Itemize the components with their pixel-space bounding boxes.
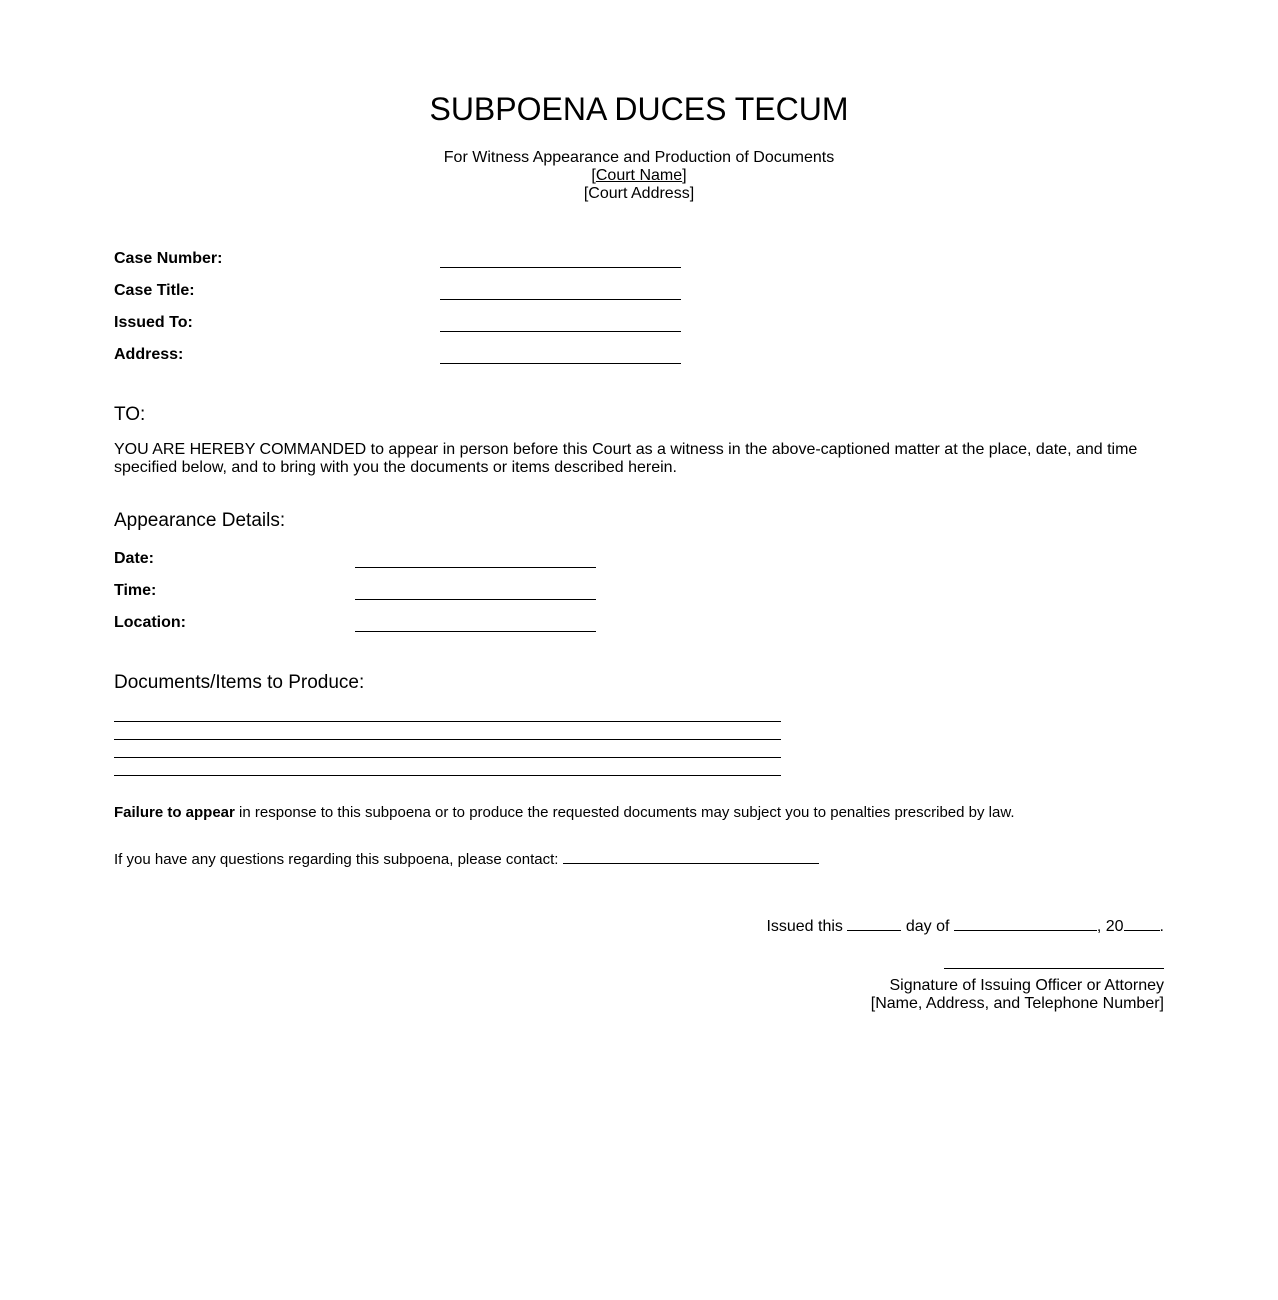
appearance-heading: Appearance Details: (114, 510, 286, 531)
documents-line[interactable] (114, 721, 781, 722)
court-name-text: Court Name (595, 167, 683, 184)
issued-day-blank[interactable] (847, 916, 901, 931)
document-subtitle: For Witness Appearance and Production of Documents (443, 149, 835, 166)
case-number-blank[interactable] (440, 267, 681, 268)
case-title-label: Case Title: (114, 282, 195, 299)
location-label: Location: (114, 614, 186, 631)
time-blank[interactable] (355, 599, 596, 600)
issued-to-label: Issued To: (114, 314, 193, 331)
penalty-notice-lead: Failure to appear (114, 804, 235, 821)
penalty-notice-text: in response to this subpoena or to produce the requested documents may subject you to penalties prescribed by law. (234, 804, 1015, 821)
signature-caption: Signature of Issuing Officer or Attorney (889, 977, 1164, 994)
case-number-label: Case Number: (114, 250, 223, 267)
location-blank[interactable] (355, 631, 596, 632)
court-name-close: ] (682, 167, 687, 184)
date-blank[interactable] (355, 567, 596, 568)
documents-heading: Documents/Items to Produce: (114, 672, 365, 693)
signature-line[interactable] (944, 968, 1164, 969)
document-title: SUBPOENA DUCES TECUM (429, 91, 849, 127)
issued-suffix: . (1159, 918, 1164, 935)
address-blank[interactable] (440, 363, 681, 364)
command-paragraph: YOU ARE HEREBY COMMANDED to appear in person before this Court as a witness in the above-captioned matter at the place, date, and time specified below, and to bring with you the documents or items described herein. (114, 441, 1138, 476)
documents-line[interactable] (114, 739, 781, 740)
contact-text: If you have any questions regarding this subpoena, please contact: (114, 851, 563, 868)
to-heading: TO: (114, 404, 146, 425)
issued-line (766, 916, 1164, 936)
court-name-open: [ (591, 167, 596, 184)
documents-line[interactable] (114, 775, 781, 776)
signature-details: [Name, Address, and Telephone Number] (870, 995, 1164, 1012)
issued-year-blank[interactable] (1124, 916, 1160, 931)
penalty-notice (114, 804, 1015, 822)
date-label: Date: (114, 550, 155, 567)
court-name (0, 167, 1278, 185)
time-label: Time: (114, 582, 157, 599)
contact-blank[interactable] (563, 849, 819, 864)
court-address: [Court Address] (583, 185, 695, 202)
issued-prefix: Issued this (766, 918, 848, 935)
case-title-blank[interactable] (440, 299, 681, 300)
contact-line (114, 849, 819, 869)
issued-year-prefix: , 20 (1096, 918, 1124, 935)
address-label: Address: (114, 346, 184, 363)
documents-line[interactable] (114, 757, 781, 758)
issued-month-blank[interactable] (954, 916, 1097, 931)
issued-to-blank[interactable] (440, 331, 681, 332)
issued-day-of: day of (901, 918, 954, 935)
